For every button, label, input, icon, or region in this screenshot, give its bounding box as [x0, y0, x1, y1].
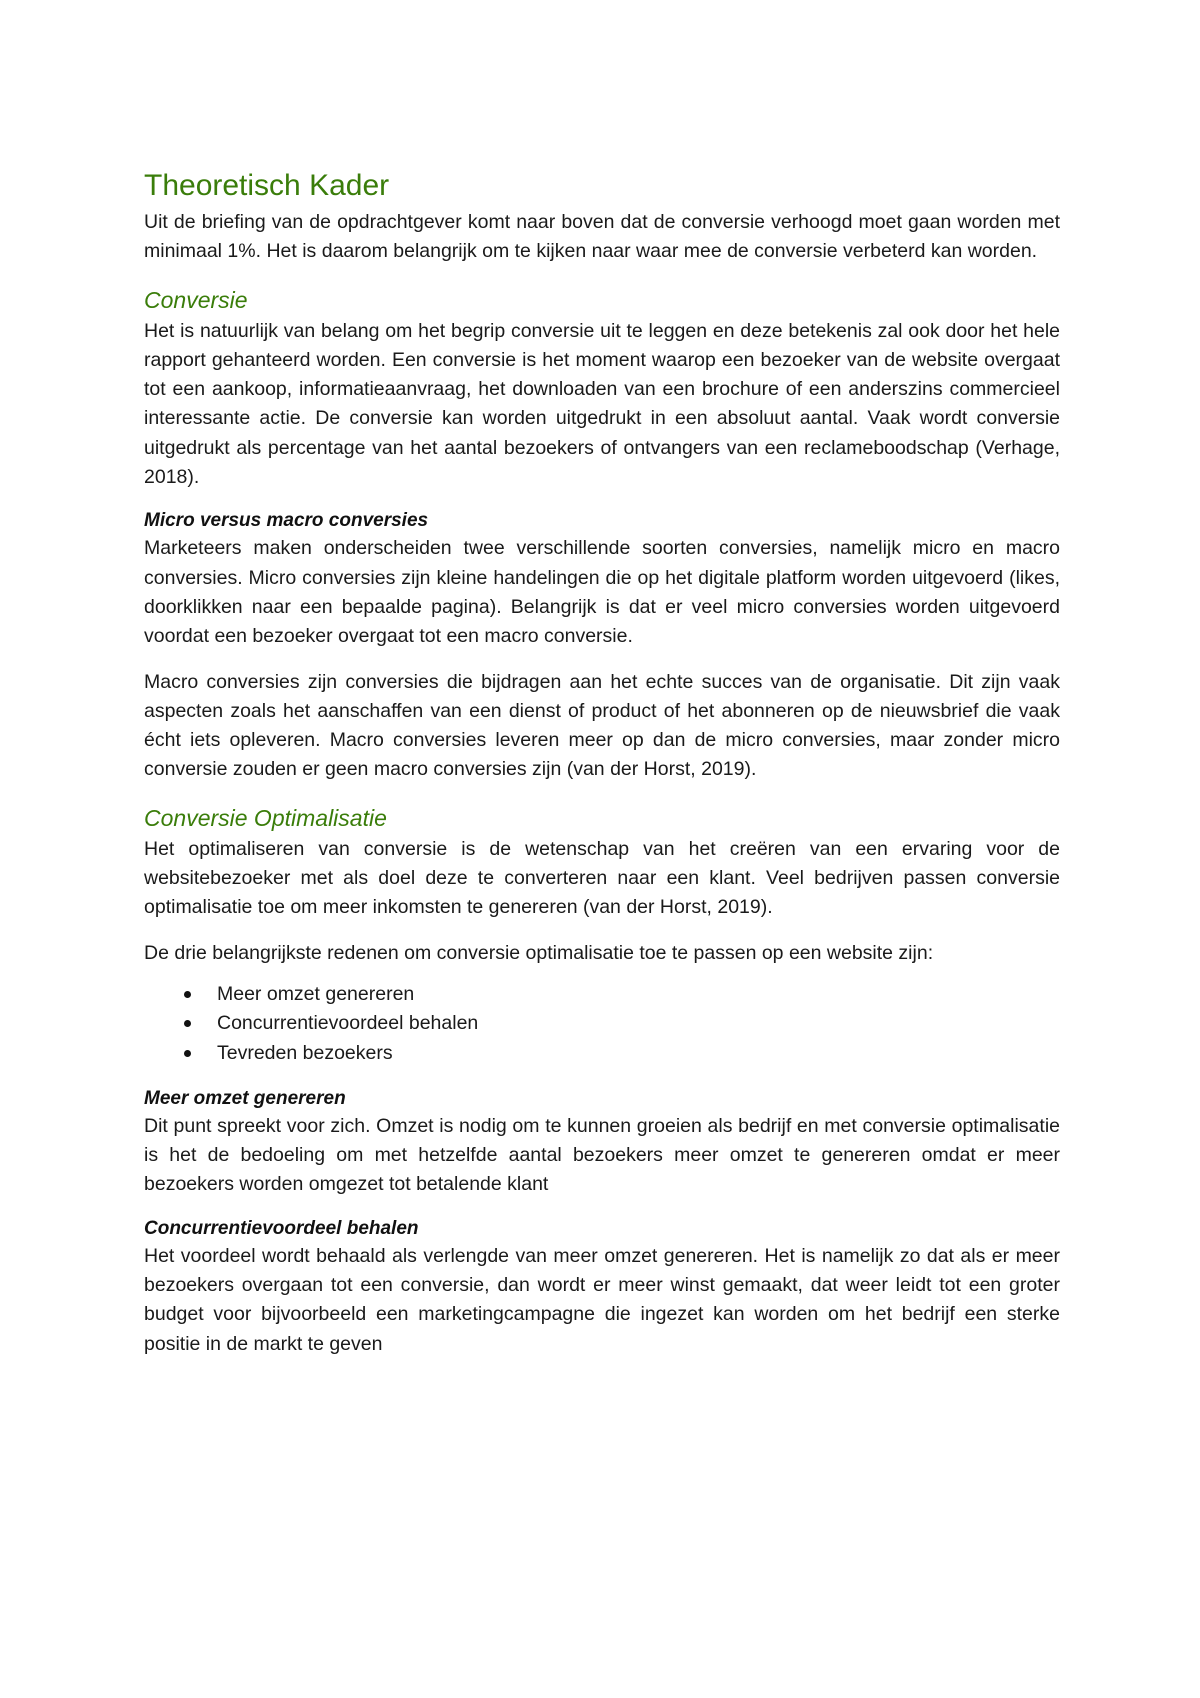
list-item: Meer omzet genereren [144, 980, 1060, 1009]
bullet-icon [184, 1020, 191, 1027]
section-heading-conversie: Conversie [144, 286, 248, 313]
intro-paragraph: Uit de briefing van de opdrachtgever komt naar boven dat de conversie verhoogd moet gaan worden met minimaal 1%. Het is daarom belangrijk om te kijken naar waar mee de conversie verbeterd kan worden. [144, 211, 1060, 263]
micro-macro-paragraph-1: Marketeers maken onderscheiden twee verschillende soorten conversies, namelijk micro en macro conversies. Micro conversies zijn kleine handelingen die op het digitale platform worden uitgevoerd (likes, doorklikken naar een bepaalde pagina). Belangrijk is dat er veel micro conversies worden uitgevoerd voordat een bezoeker overgaat tot een macro conversie. [144, 537, 1060, 648]
bullet-icon [184, 1050, 191, 1057]
optimalisatie-paragraph-2: De drie belangrijkste redenen om conversie optimalisatie toe te passen op een website zijn: [144, 941, 934, 964]
conversie-paragraph: Het is natuurlijk van belang om het begrip conversie uit te leggen en deze betekenis zal ook door het hele rapport gehanteerd worden. Een conversie is het moment waarop een bezoeker van de website overgaat tot een aankoop, informatieaanvraag, het downloaden van een brochure of een anderszins commercieel interessante actie. De conversie kan worden uitgedrukt in een absoluut aantal. Vaak wordt conversie uitgedrukt als percentage van het aantal bezoekers of ontvangers van een reclameboodschap (Verhage, 2018). [144, 319, 1060, 489]
concurrentie-paragraph: Het voordeel wordt behaald als verlengde van meer omzet genereren. Het is namelijk zo dat als er meer bezoekers overgaan tot een conversie, dan wordt er meer winst gemaakt, dat weer leidt tot een groter budget voor bijvoorbeeld een marketingcampagne die ingezet kan worden om het bedrijf een sterke positie in de markt te geven [144, 1244, 1060, 1355]
list-item: Tevreden bezoekers [144, 1039, 1060, 1068]
page-title: Theoretisch Kader [144, 169, 390, 202]
optimalisatie-paragraph-1: Het optimaliseren van conversie is de wetenschap van het creëren van een ervaring voor de websitebezoeker met als doel deze te converteren naar een klant. Veel bedrijven passen conversie optimalisatie toe om meer inkomsten te genereren (van der Horst, 2019). [144, 837, 1060, 919]
section-heading-optimalisatie: Conversie Optimalisatie [144, 804, 387, 831]
subheading-omzet: Meer omzet genereren [144, 1087, 346, 1109]
reasons-list [144, 980, 1060, 1068]
bullet-icon [184, 991, 191, 998]
list-item: Concurrentievoordeel behalen [144, 1009, 1060, 1038]
micro-macro-paragraph-2: Macro conversies zijn conversies die bijdragen aan het echte succes van de organisatie. Dit zijn vaak aspecten zoals het aanschaffen van een dienst of product of het abonneren op de nieuwsbrief die vaak écht iets opleveren. Macro conversies leveren meer op dan de micro conversies, maar zonder micro conversie zouden er geen macro conversies zijn (van der Horst, 2019). [144, 670, 1060, 781]
omzet-paragraph: Dit punt spreekt voor zich. Omzet is nodig om te kunnen groeien als bedrijf en met conversie optimalisatie is het de bedoeling om met hetzelfde aantal bezoekers meer omzet te genereren omdat er meer bezoekers worden omgezet tot betalende klant [144, 1114, 1060, 1196]
subheading-micro-macro: Micro versus macro conversies [144, 510, 429, 532]
subheading-concurrentie: Concurrentievoordeel behalen [144, 1217, 419, 1239]
